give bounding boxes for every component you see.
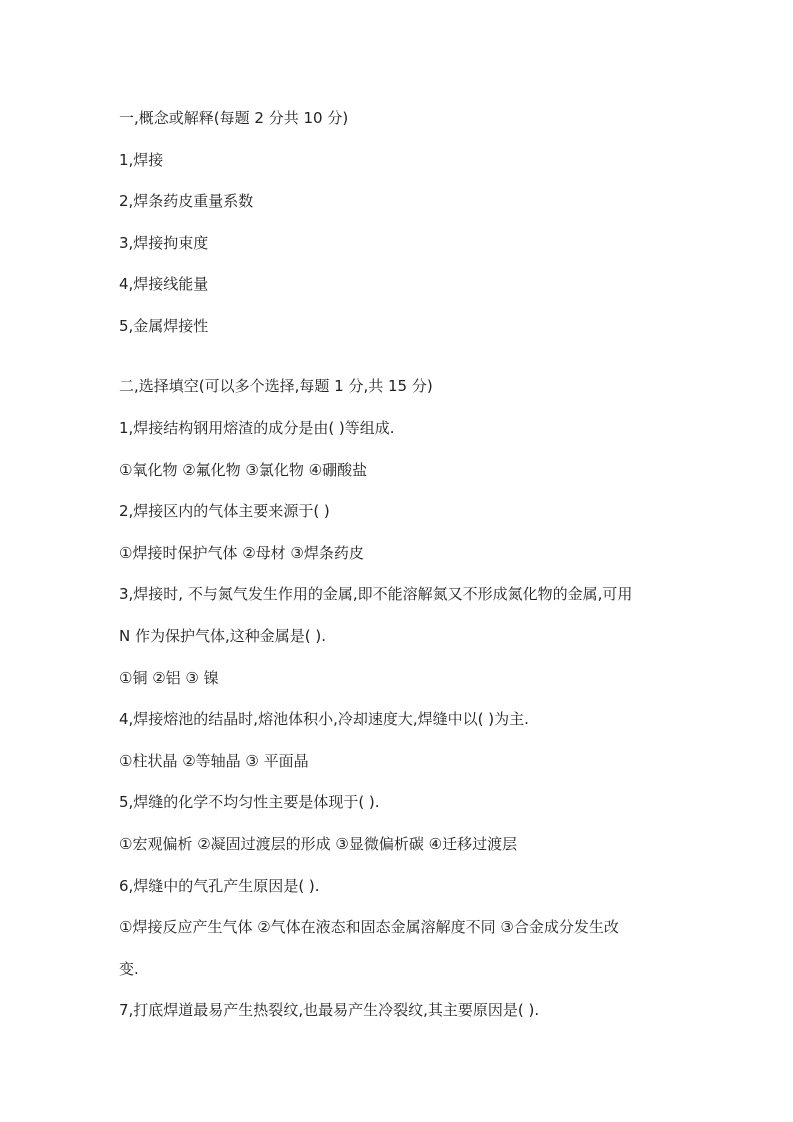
section1-item-5: 5,金属焊接性: [119, 317, 209, 335]
question-4: 4,焊接熔池的结晶时,熔池体积小,冷却速度大,焊缝中以( )为主.: [119, 710, 529, 728]
question-6: 6,焊缝中的气孔产生原因是( ).: [119, 877, 320, 895]
question-7: 7,打底焊道最易产生热裂纹,也最易产生冷裂纹,其主要原因是( ).: [119, 1001, 540, 1019]
section1-item-3: 3,焊接拘束度: [119, 234, 209, 252]
question-3-line-2: N 作为保护气体,这种金属是( ).: [119, 627, 326, 645]
question-1: 1,焊接结构钢用熔渣的成分是由( )等组成.: [119, 419, 395, 437]
question-6-options-line-2: 变.: [119, 960, 139, 978]
section1-heading: 一,概念或解释(每题 2 分共 10 分): [119, 109, 349, 127]
question-2-options: ①焊接时保护气体 ②母材 ③焊条药皮: [119, 544, 364, 562]
section1-item-1: 1,焊接: [119, 151, 164, 169]
question-3-options: ①铜 ②铝 ③ 镍: [119, 669, 219, 687]
section2-heading: 二,选择填空(可以多个选择,每题 1 分,共 15 分): [119, 377, 433, 395]
question-1-options: ①氧化物 ②氟化物 ③氯化物 ④硼酸盐: [119, 461, 368, 479]
question-4-options: ①柱状晶 ②等轴晶 ③ 平面晶: [119, 752, 309, 770]
section1-item-2: 2,焊条药皮重量系数: [119, 192, 254, 210]
question-5: 5,焊缝的化学不均匀性主要是体现于( ).: [119, 793, 380, 811]
section1-item-4: 4,焊接线能量: [119, 275, 209, 293]
question-2: 2,焊接区内的气体主要来源于( ): [119, 502, 330, 520]
question-6-options-line-1: ①焊接反应产生气体 ②气体在液态和固态金属溶解度不同 ③合金成分发生改: [119, 918, 619, 936]
question-5-options: ①宏观偏析 ②凝固过渡层的形成 ③显微偏析碳 ④迁移过渡层: [119, 835, 518, 853]
question-3-line-1: 3,焊接时, 不与氮气发生作用的金属,即不能溶解氮又不形成氮化物的金属,可用: [119, 585, 633, 603]
